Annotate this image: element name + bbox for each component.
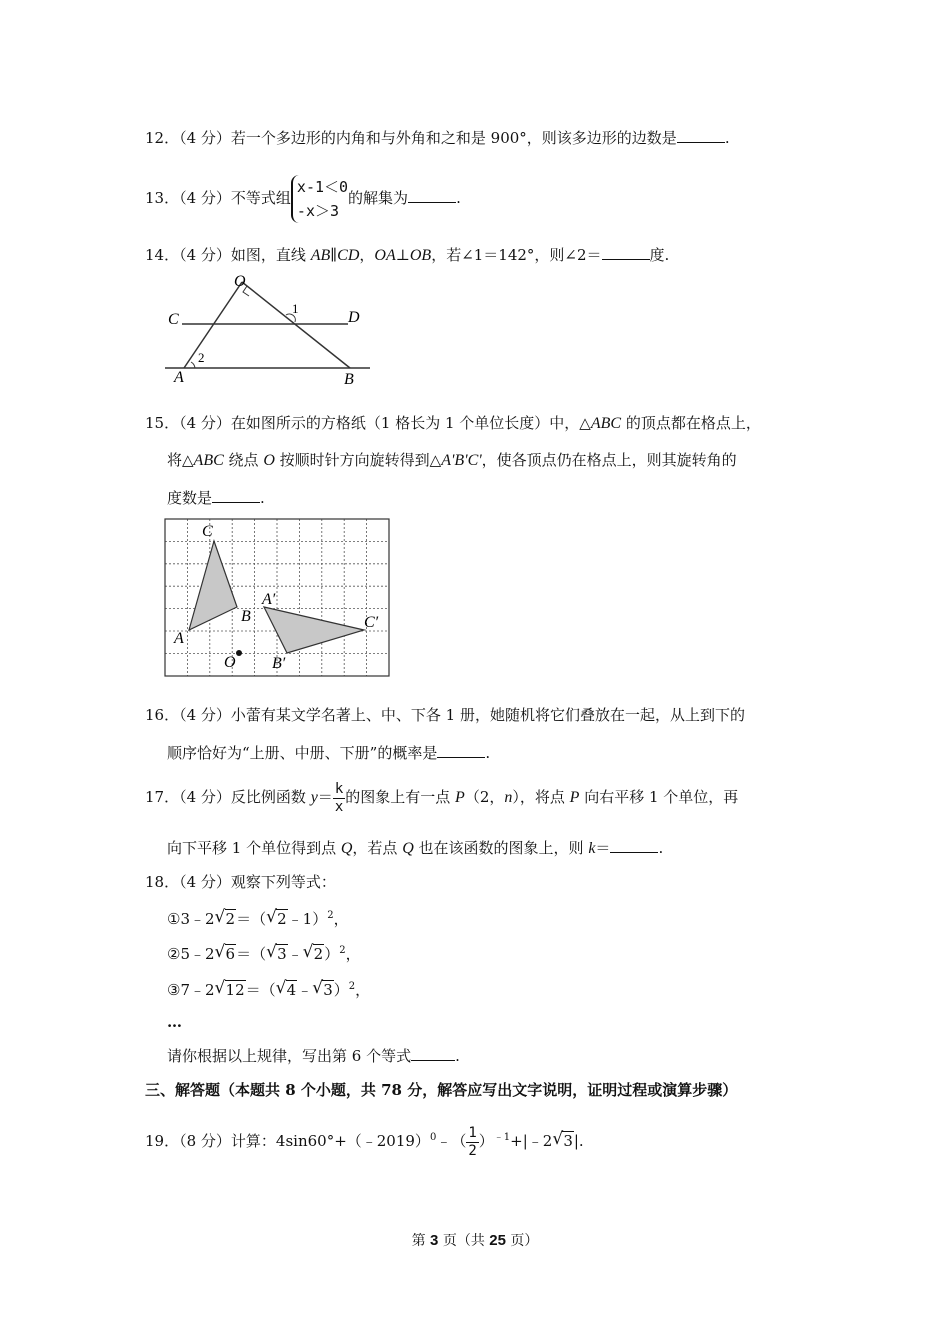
answer-blank — [677, 128, 725, 143]
answer-blank — [411, 1046, 455, 1061]
q17-line1: 17．（4 分）反比例函数 y＝ $\frac{k}{x}$ 的图象上有一点 P（2，n），将点 P 向右平移 1 个单位，再 — [145, 780, 739, 815]
svg-text:A: A — [174, 369, 184, 386]
q16-line2: 顺序恰好为“上册、中册、下册”的概率是 . — [167, 744, 491, 762]
svg-text:2: 2 — [198, 350, 205, 365]
svg-text:O: O — [234, 273, 246, 290]
answer-blank — [408, 188, 456, 203]
q14-figure — [160, 270, 380, 390]
q15-line1: 15．（4 分）在如图所示的方格纸（1 格长为 1 个单位长度）中，△ABC 的顶点都在格点上， — [145, 414, 761, 432]
svg-text:A: A — [174, 630, 184, 647]
q15-line3: 度数是 . — [167, 489, 265, 507]
q18-eq2: ②5﹣2√ 6＝（√ 3﹣√ 2）$^2$， — [167, 941, 361, 964]
q16-line1: 16．（4 分）小蕾有某文学名著上、中、下各 1 册，她随机将它们叠放在一起，从上到下的 — [145, 706, 745, 724]
svg-text:B: B — [344, 371, 354, 388]
fraction-k-over-x: $\frac{k}{x}$ — [334, 780, 344, 815]
q15-line2: 将△ABC 绕点 O 按顺时针方向旋转得到△A'B'C'，使各顶点仍在格点上，则其旋转角的 — [167, 451, 737, 469]
svg-text:O: O — [224, 654, 236, 671]
svg-text:C′: C′ — [364, 614, 379, 631]
answer-blank — [610, 838, 658, 853]
point-o — [236, 650, 242, 656]
q18-dots: … — [167, 1013, 182, 1031]
q15-grid-figure — [164, 518, 390, 678]
fraction-one-half: $\frac{1}{2}$ — [468, 1124, 477, 1159]
q18-line: 18．（4 分）观察下列等式： — [145, 873, 336, 891]
svg-text:A′: A′ — [262, 591, 276, 608]
inequality-system: x-1＜0 -x＞3 — [291, 175, 348, 223]
svg-text:C: C — [202, 523, 213, 540]
svg-text:B: B — [241, 608, 251, 625]
svg-text:C: C — [168, 311, 179, 328]
q18-eq3: ③7﹣2√ 12＝（√ 4﹣√ 3）$^2$， — [167, 977, 370, 1000]
section-heading: 三、解答题（本题共 8 个小题，共 78 分，解答应写出文字说明，证明过程或演算步骤） — [145, 1081, 738, 1099]
page-footer: 第 3 页（共 25 页） — [411, 1232, 539, 1249]
q18-ask: 请你根据以上规律，写出第 6 个等式 . — [167, 1047, 460, 1065]
svg-text:D: D — [348, 309, 360, 326]
q17-line2: 向下平移 1 个单位得到点 Q，若点 Q 也在该函数的图象上，则 k＝ . — [167, 839, 664, 857]
q12-line: 12．（4 分）若一个多边形的内角和与外角和之和是 900°，则该多边形的边数是 . — [145, 129, 730, 147]
svg-text:B′: B′ — [272, 655, 286, 672]
svg-text:1: 1 — [292, 301, 299, 316]
answer-blank — [212, 488, 260, 503]
q19-line: 19．（8 分）计算：4sin60°+（﹣2019）$^0$﹣（ $\frac{1}{2}$ ）$^{﹣1}$+|﹣2√ 3|. — [145, 1116, 584, 1163]
q14-line: 14．（4 分）如图，直线 AB∥CD，OA⊥OB，若∠1＝142°，则∠2＝ 度. — [145, 246, 670, 264]
q13-line: 13．（4 分）不等式组 x-1＜0 -x＞3 的解集为 . — [145, 174, 461, 223]
q18-eq1: ①3﹣2√ 2＝（√ 2﹣1）$^2$， — [167, 906, 349, 929]
answer-blank — [437, 743, 485, 758]
answer-blank — [602, 245, 650, 260]
